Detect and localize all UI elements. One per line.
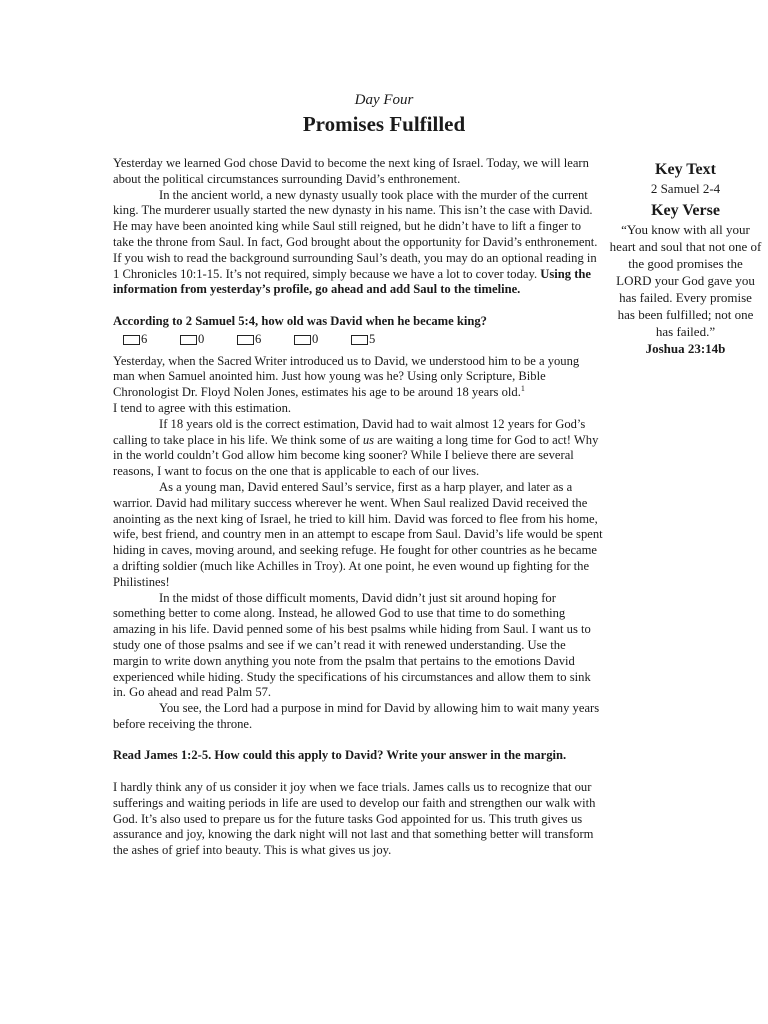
- page-title: Promises Fulfilled: [302, 112, 466, 136]
- paragraph-joy: I hardly think any of us consider it joy when we face trials. James calls us to recognize that our sufferings and waiting periods in life are used to develop our faith and strengthen our walk with God. It’s also used to prepare us for the future tasks God appointed for us. This truth gives us assurance and joy, knowing the dark night will not last and that something better will transform the ashes of grief into beauty. This is what gives us joy.: [113, 780, 596, 858]
- paragraph-psalms: In the midst of those difficult moments, David didn’t just sit around hoping for something better to come along. Instead, he allowed God to use that time to do something amazing in his life. David penned some of his best psalms while hiding from Saul. I want us to study one of those psalms and see if we can’t read it with renewed understanding. Use the margin to write down anything you note from the psalm that pertains to the emotions David experienced while hiding. Study the specifications of his circumstances and allow them to sink in. Go ahead and read Palm 57.: [113, 590, 591, 700]
- paragraph-age-text: Yesterday, when the Sacred Writer introduced us to David, we understood him to be a young man when Samuel anointed him. Just how young was he? Using only Scripture, Bible Chronologist Dr. Floyd Nolen Jones, estimates his age to be around 18 years old.: [113, 353, 580, 400]
- footnote-marker: 1: [520, 383, 525, 393]
- checkbox[interactable]: [123, 335, 140, 345]
- paragraph-intro: Yesterday we learned God chose David to become the next king of Israel. Today, we will learn about the political circumstances surrounding David’s enthronement.: [113, 156, 589, 186]
- key-text-heading: Key Text: [655, 161, 716, 178]
- answer-option-label: 5: [369, 331, 376, 346]
- paragraph-waiting: [113, 417, 603, 480]
- answer-option-label: 0: [198, 331, 205, 346]
- question-james: Read James 1:2-5. How could this apply to David? Write your answer in the margin.: [113, 748, 567, 763]
- answer-options: [123, 332, 603, 348]
- answer-option[interactable]: [237, 332, 294, 348]
- checkbox[interactable]: [180, 335, 197, 345]
- key-verse-heading: Key Verse: [651, 202, 720, 219]
- emphasis-us: us: [362, 432, 375, 447]
- question-age: According to 2 Samuel 5:4, how old was David when he became king?: [113, 313, 487, 328]
- answer-option-label: 6: [255, 331, 262, 346]
- answer-option-label: 0: [312, 331, 319, 346]
- key-sidebar: [603, 160, 768, 357]
- answer-option[interactable]: [123, 332, 180, 348]
- paragraph-purpose: You see, the Lord had a purpose in mind for David by allowing him to wait many years before receiving the throne.: [113, 701, 600, 731]
- checkbox[interactable]: [237, 335, 254, 345]
- checkbox[interactable]: [351, 335, 368, 345]
- paragraph-young-man: As a young man, David entered Saul’s service, first as a harp player, and later as a warrior. David had military success wherever he went. When Saul realized David received the anointing as the next king of Israel, he tried to kill him. David was forced to flee from his home, wife, best friend, and country men in an attempt to escape from Saul. David’s life would be spent hiding in caves, moving around, and seeking refuge. He fought for other countries as he became a drifting soldier (much like Achilles in Troy). At one point, he even wound up fighting for the Philistines!: [113, 479, 603, 589]
- answer-option[interactable]: [294, 332, 351, 348]
- key-verse-text: “You know with all your heart and soul that not one of the good promises the LORD your God gave you has failed. Every promise has been fulfilled; not one has failed.”: [609, 222, 762, 339]
- checkbox[interactable]: [294, 335, 311, 345]
- paragraph-dynasty-text: In the ancient world, a new dynasty usually took place with the murder of the current king. The murderer usually started the new dynasty in his name. This isn’t the case with David. He may have been anointed king while Saul still reigned, but he didn’t have to lift a finger to take the throne from Saul. In fact, God brought about the opportunity for David’s enthronement. If you wish to read the background surrounding Saul’s death, you may do an optional reading in 1 Chronicles 10:1-15. It’s not required, simply because we have a lot to cover today.: [113, 187, 598, 281]
- key-verse-reference: Joshua 23:14b: [645, 341, 726, 356]
- paragraph-dynasty: [113, 188, 603, 299]
- key-text-reference: 2 Samuel 2-4: [650, 181, 721, 196]
- answer-option[interactable]: [180, 332, 237, 348]
- answer-option-label: 6: [141, 331, 148, 346]
- paragraph-age: [113, 354, 603, 417]
- answer-option[interactable]: [351, 332, 408, 348]
- main-column: [113, 156, 603, 859]
- timeline-instruction: Using the information from yesterday’s profile, go ahead and add Saul to the timeline.: [113, 266, 592, 297]
- day-label: Day Four: [354, 92, 414, 108]
- paragraph-age-end: I tend to agree with this estimation.: [113, 400, 292, 415]
- paragraph-waiting-b: are waiting a long time for God to act! Why in the world couldn’t God allow him become king sooner? While I believe there are several reasons, I want to focus on the one that is applicable to each of our lives.: [113, 432, 599, 479]
- paragraph-waiting-a: If 18 years old is the correct estimation, David had to wait almost 12 years for God’s calling to take place in his life. We think some of: [113, 416, 586, 447]
